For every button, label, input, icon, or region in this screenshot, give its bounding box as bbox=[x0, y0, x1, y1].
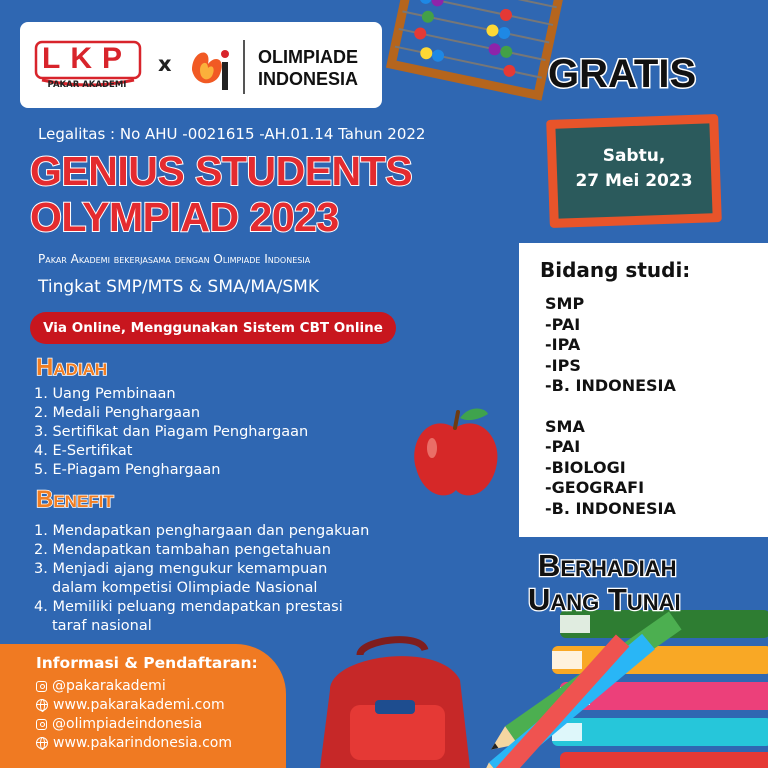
list-item: -PAI bbox=[545, 437, 581, 456]
logo-divider bbox=[243, 40, 245, 94]
contact-text: www.pakarindonesia.com bbox=[53, 735, 232, 751]
olimpiade-indonesia-logo-icon bbox=[186, 40, 236, 94]
lkp-logo-text: LKP bbox=[42, 42, 132, 75]
list-item: 2. Medali Penghargaan bbox=[34, 405, 201, 421]
list-item: 1. Uang Pembinaan bbox=[34, 386, 176, 402]
cash-prize-line1: Berhadiah bbox=[538, 548, 677, 583]
list-item: SMA bbox=[545, 416, 585, 436]
globe-icon bbox=[36, 737, 48, 749]
list-item: -BIOLOGI bbox=[545, 457, 626, 477]
list-item: 1. Mendapatkan penghargaan dan pengakuan bbox=[34, 523, 370, 539]
contact-title: Informasi & Pendaftaran: bbox=[36, 654, 258, 672]
list-item: 4. Memiliki peluang mendapatkan prestasi bbox=[34, 599, 343, 615]
instagram-icon bbox=[36, 681, 47, 692]
abacus-illustration bbox=[391, 0, 561, 95]
contact-row bbox=[36, 678, 166, 694]
legal-registration-text: Legalitas : No AHU -0021615 -AH.01.14 Tahun 2022 bbox=[38, 125, 426, 143]
list-item: 4. E-Sertifikat bbox=[34, 443, 133, 459]
benefit-heading: Benefit bbox=[36, 486, 114, 513]
free-label: GRATIS bbox=[548, 52, 697, 96]
contact-row bbox=[36, 735, 232, 751]
olimpiade-logo-line1: OLIMPIADE bbox=[258, 47, 359, 67]
list-item: -B. INDONESIA bbox=[545, 376, 676, 395]
list-item: 3. Menjadi ajang mengukur kemampuan bbox=[34, 561, 328, 577]
list-item: 3. Sertifikat dan Piagam Penghargaan bbox=[34, 424, 309, 440]
contact-row bbox=[36, 697, 225, 713]
list-item: SMP bbox=[545, 294, 585, 313]
globe-icon bbox=[36, 699, 48, 711]
event-day: Sabtu, bbox=[602, 146, 666, 166]
contact-row bbox=[36, 716, 202, 732]
event-date: 27 Mei 2023 bbox=[575, 171, 693, 191]
list-item: -B. INDONESIA bbox=[545, 498, 676, 518]
contact-text: www.pakarakademi.com bbox=[53, 697, 225, 713]
online-cbt-badge: Via Online, Menggunakan Sistem CBT Online bbox=[30, 312, 396, 344]
event-title-line2: OLYMPIAD 2023 bbox=[30, 194, 339, 240]
instagram-icon bbox=[36, 719, 47, 730]
list-item: -IPA bbox=[545, 335, 581, 354]
list-item: -IPS bbox=[545, 355, 581, 375]
list-item: -PAI bbox=[545, 314, 581, 334]
list-item: 2. Mendapatkan tambahan pengetahuan bbox=[34, 542, 331, 558]
benefit-list bbox=[34, 522, 369, 636]
study-fields-title: Bidang studi: bbox=[540, 258, 691, 282]
apple-illustration bbox=[414, 409, 497, 496]
list-item: taraf nasional bbox=[52, 618, 152, 634]
cash-prize-line2: Uang Tunai bbox=[528, 582, 681, 617]
logo-separator: x bbox=[158, 52, 172, 76]
contact-text: @pakarakademi bbox=[52, 678, 166, 694]
prize-heading: Hadiah bbox=[36, 354, 108, 381]
partnership-text: Pakar Akademi bekerjasama dengan Olimpiade Indonesia bbox=[38, 252, 311, 266]
list-item: -GEOGRAFI bbox=[545, 478, 645, 497]
contact-text: @olimpiadeindonesia bbox=[52, 716, 203, 732]
school-level-text: Tingkat SMP/MTS & SMA/MA/SMK bbox=[38, 277, 319, 297]
lkp-logo-subtitle: PAKAR AKADEMI bbox=[47, 80, 127, 90]
list-item: 5. E-Piagam Penghargaan bbox=[34, 462, 221, 478]
olimpiade-logo-line2: INDONESIA bbox=[258, 69, 359, 89]
list-item: dalam kompetisi Olimpiade Nasional bbox=[52, 580, 318, 596]
event-title-line1: GENIUS STUDENTS bbox=[30, 148, 413, 194]
list-spacer bbox=[545, 397, 676, 417]
prize-list bbox=[34, 385, 308, 480]
backpack-illustration bbox=[320, 640, 470, 768]
study-fields-list bbox=[545, 294, 676, 519]
